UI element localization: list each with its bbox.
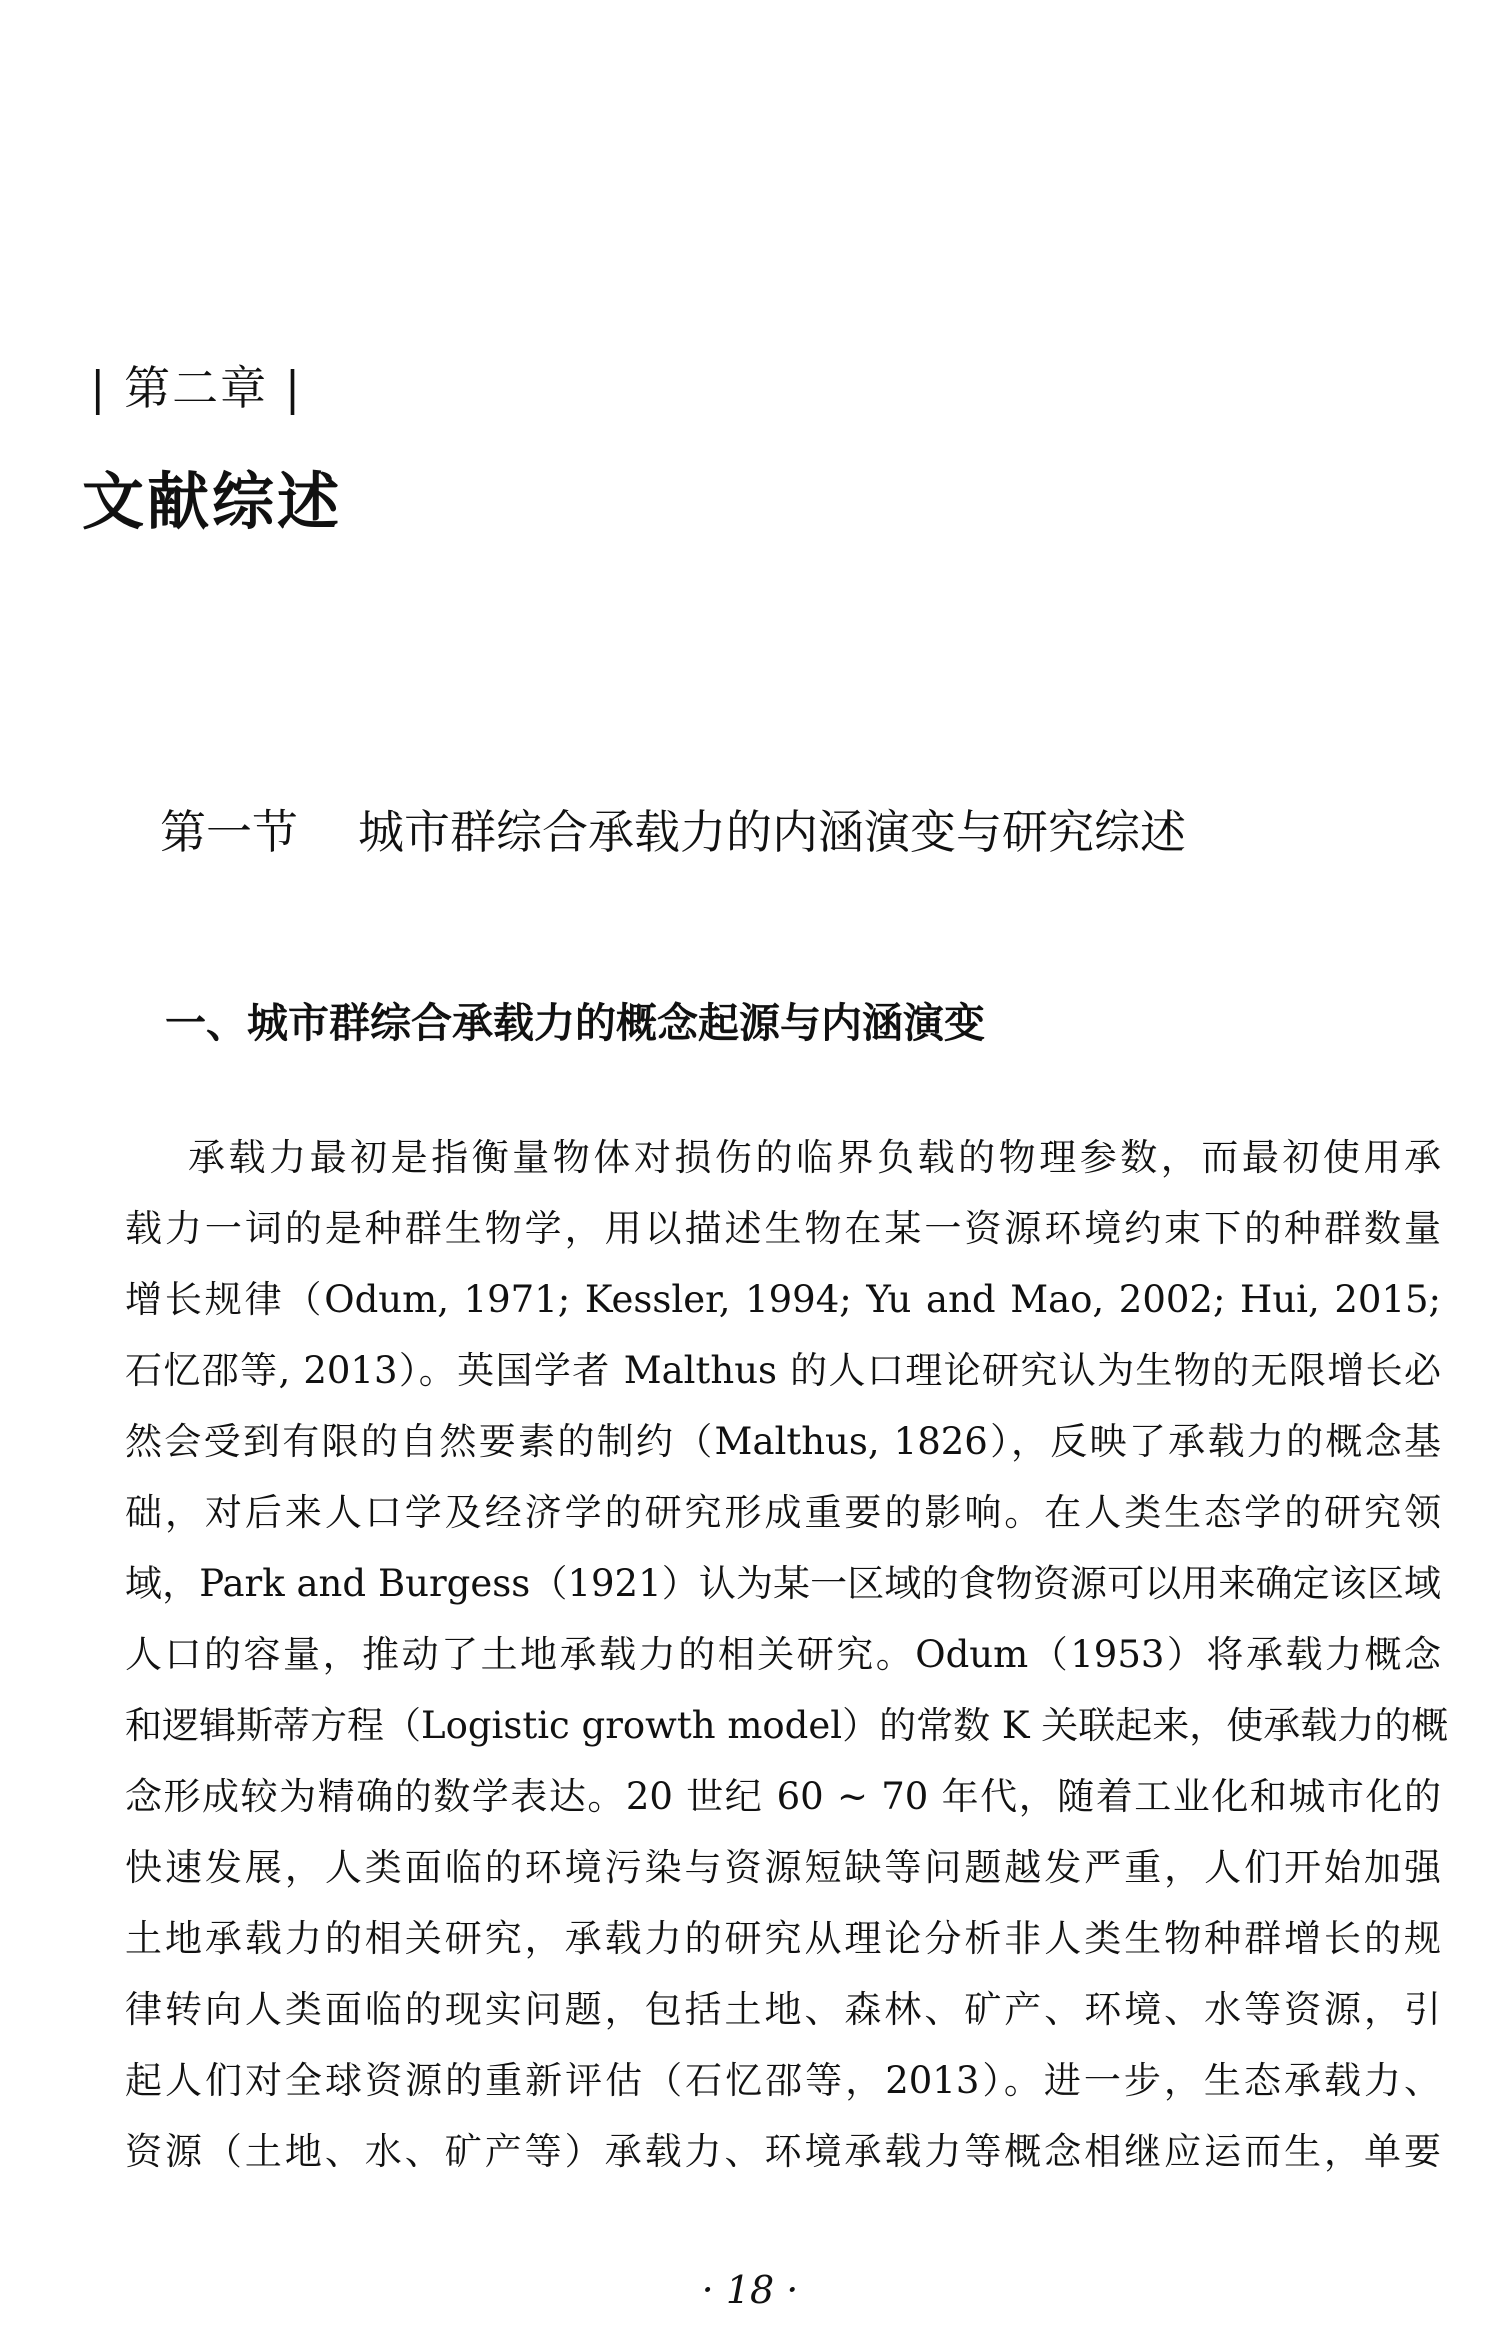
chapter-label: | 第二章 |: [90, 361, 303, 415]
paragraph-line: 石忆邵等, 2013）。英国学者 Malthus 的人口理论研究认为生物的无限增长必: [125, 1349, 1441, 1392]
paragraph-line: 承载力最初是指衡量物体对损伤的临界负载的物理参数，而最初使用承: [188, 1136, 1441, 1179]
paragraph-line: 域，Park and Burgess（1921）认为某一区域的食物资源可以用来确定该区域: [125, 1562, 1441, 1605]
paragraph-line: 然会受到有限的自然要素的制约（Malthus, 1826），反映了承载力的概念基: [125, 1420, 1441, 1463]
paragraph-line: 人口的容量，推动了土地承载力的相关研究。Odum（1953）将承载力概念: [125, 1633, 1441, 1676]
paragraph-line: 土地承载力的相关研究，承载力的研究从理论分析非人类生物种群增长的规: [125, 1917, 1441, 1960]
paragraph-line: 念形成较为精确的数学表达。20 世纪 60 ~ 70 年代，随着工业化和城市化的: [125, 1775, 1441, 1818]
section-number: 第一节: [160, 805, 298, 859]
section-heading: [160, 796, 1186, 862]
chapter-title: 文献综述: [82, 465, 343, 538]
section-title: 城市群综合承载力的内涵演变与研究综述: [358, 805, 1186, 859]
paragraph-line: 快速发展，人类面临的环境污染与资源短缺等问题越发严重，人们开始加强: [125, 1846, 1441, 1889]
paragraph-line: 和逻辑斯蒂方程（Logistic growth model）的常数 K 关联起来，使承载力的概: [125, 1704, 1449, 1747]
page-number: · 18 ·: [701, 2268, 799, 2312]
paragraph-line: 增长规律（Odum, 1971; Kessler, 1994; Yu and Mao, 2002; Hui, 2015;: [125, 1278, 1441, 1321]
paragraph-line: 起人们对全球资源的重新评估（石忆邵等，2013）。进一步，生态承载力、: [125, 2059, 1441, 2102]
paragraph-line: 载力一词的是种群生物学，用以描述生物在某一资源环境约束下的种群数量: [125, 1207, 1441, 1250]
subsection-heading: 一、城市群综合承载力的概念起源与内涵演变: [165, 999, 985, 1047]
paragraph-line: 资源（土地、水、矿产等）承载力、环境承载力等概念相继应运而生，单要: [125, 2130, 1441, 2173]
paragraph-line: 础，对后来人口学及经济学的研究形成重要的影响。在人类生态学的研究领: [125, 1491, 1441, 1534]
paragraph-line: 律转向人类面临的现实问题，包括土地、森林、矿产、环境、水等资源，引: [125, 1988, 1441, 2031]
